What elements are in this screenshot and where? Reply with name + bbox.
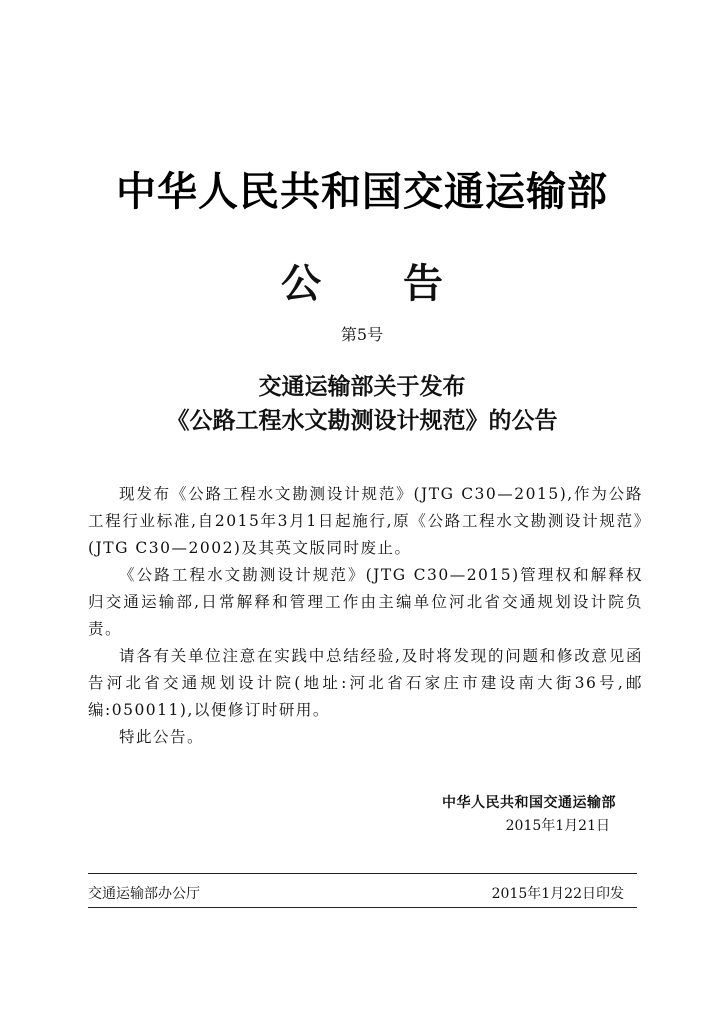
signature-organization: 中华人民共和国交通运输部 [442,795,616,811]
footer-print-date: 2015年1月22日印发 [491,886,624,902]
subject-line-1: 交通运输部关于发布 [258,374,466,400]
body-paragraph-3: 请各有关单位注意在实践中总结经验,及时将发现的问题和修改意见函告河北省交通规划设计院(地址:河北省石家庄市建设南大街36号,邮编:050011),以便修订时研用。 [88,647,643,719]
notice-body [88,481,643,751]
body-paragraph-2: 《公路工程水文勘测设计规范》(JTG C30—2015)管理权和解释权归交通运输部,日常解释和管理工作由主编单位河北省交通规划设计院负责。 [88,566,643,638]
footer-issuer: 交通运输部办公厅 [88,886,200,902]
issue-number: 第5号 [340,325,384,344]
body-paragraph-1: 现发布《公路工程水文勘测设计规范》(JTG C30—2015),作为公路工程行业标准,自2015年3月1日起施行,原《公路工程水文勘测设计规范》(JTG C30—2002)及其英文版同时废止。 [88,485,643,557]
notice-subject [0,370,724,438]
body-paragraph-4: 特此公告。 [119,728,205,746]
footer-top-rule [88,873,637,874]
notice-heading-char-1: 公 [281,261,321,307]
notice-heading-char-2: 告 [403,261,443,307]
issuing-organization-title: 中华人民共和国交通运输部 [116,169,608,215]
notice-heading [0,252,724,309]
subject-line-2: 《公路工程水文勘测设计规范》的公告 [166,408,558,434]
signature-date: 2015年1月21日 [505,818,610,834]
footer-bottom-rule [88,907,637,908]
